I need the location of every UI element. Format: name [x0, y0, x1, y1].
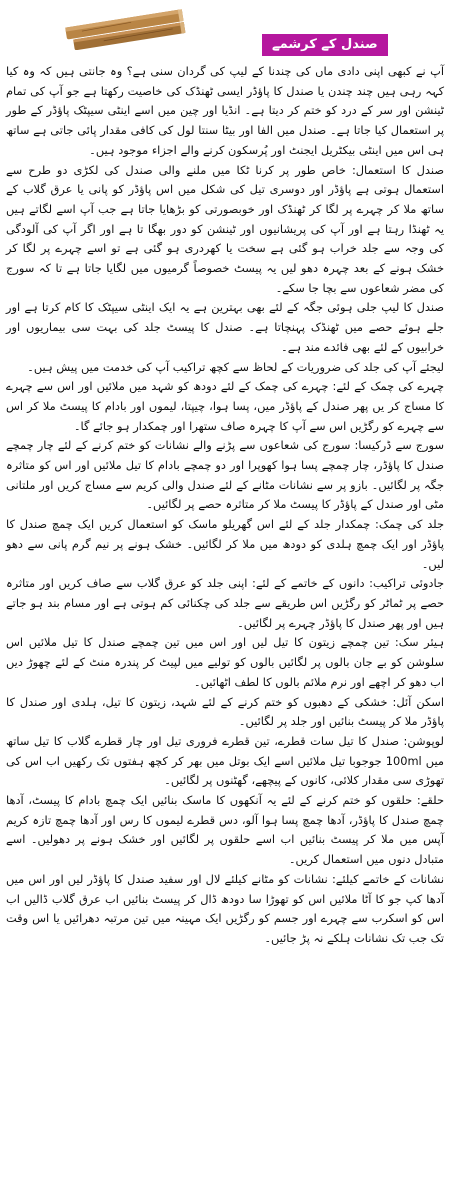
paragraph-skin-oil: اسکن آئل: خشکی کے دھبوں کو ختم کرنے کے لئے شہد، زیتون کا تیل، ہلدی اور صندل کا پاؤڈر ملا کر پیسٹ بنائیں اور جلد پر لگائیں۔ — [6, 694, 444, 729]
paragraph-face-glow: چہرے کی چمک کے لئے: چہرے کی چمک کے لئے دودھ کو شہد میں ملائیں اور اس سے چہرے کا مساج کر یں پھر صندل کے پاؤڈر میں، پسا ہوا، چیپتا، لیموں اور بادام کا پیسٹ ملا کر اس سے چہرے کو رگڑیں اس سے آپ کا چہرہ صاف ستھرا اور چمکدار ہو جائے گا۔ — [6, 379, 444, 433]
paragraph-recipes-intro: لیجئے آپ کی جلد کی ضروریات کے لحاظ سے کچھ تراکیب آپ کی خدمت میں پیش ہیں۔ — [27, 359, 444, 374]
paragraph-magic-tips: جادوئی تراکیب: دانوں کے خاتمے کے لئے: اپنی جلد کو عرق گلاب سے صاف کریں اور متاثرہ حصے پر ٹماٹر کو رگڑیں اس طریقے سے جلد کی چکنائی کم ہوتی ہے اور مسام بند ہو جاتے ہیں اور پھر صندل کا پاؤڈر چہرے پر لگائیں۔ — [6, 576, 444, 630]
paragraph-intro: آپ نے کبھی اپنی دادی ماں کی چندنا کے لیپ کی گردان سنی ہے؟ وہ جانتی ہیں کہ وہ کیا کہہ رہی ہیں چند چندن یا صندل کا پاؤڈر ایسی ٹھنڈک کی خاصیت رکھتا ہے جو آپ کی تمام ٹینشن اور سر کے درد کو ختم کر دیتا ہے۔ انڈیا اور چین میں اسے اینٹی سیپٹک پاؤڈر کے طور پر استعمال کیا جاتا ہے۔ صندل میں الفا اور بیٹا سنتا لول کی کافی مقدار پائی جاتی ہے ساتھ ہی اس میں اینٹی بیکٹریل ایجنٹ اور پُرسکون کرنے والے اجزاء موجود ہیں۔ — [6, 64, 444, 157]
article-body — [6, 62, 444, 949]
paragraph-hair-mask: ہیئر سک: تین چمچے زیتون کا تیل لیں اور اس میں تین چمچے صندل کا تیل ملائیں اس سلوشن کو بے جان بالوں پر لگائیں بالوں کو تولیے میں لپیٹ کر پندرہ منٹ کے لئے چھوڑ دیں اب دھو کر اچھے اور نرم ملائم بالوں کا لطف اٹھائیں۔ — [6, 635, 444, 689]
sandalwood-image — [62, 6, 192, 50]
paragraph-skin-glow: جلد کی چمک: چمکدار جلد کے لئے اس گھریلو ماسک کو استعمال کریں ایک چمچ صندل کا پاؤڈر اور ایک چمچ ہلدی کو دودھ میں ملا کر لگائیں۔ خشک ہونے پر نیم گرم پانی سے دھو لیں۔ — [6, 517, 444, 571]
paragraph-marks-removal: نشانات کے خاتمے کیلئے: نشانات کو مٹانے کیلئے لال اور سفید صندل کا پاؤڈر لیں اور اس میں آدھا کپ جو کا آٹا ملائیں اس کو تھوڑا سا دودھ ڈال کر پیسٹ بنائیں اب عرق گلاب ڈالیں اب اس کو اسکرب سے چہرے اور جسم کو رگڑیں ایک مہینہ میں تین مرتبہ دھرائیں یا اس وقت تک جب تک نشانات ہلکے نہ پڑ جائیں۔ — [6, 871, 444, 945]
article-title: صندل کے کرشمے — [262, 34, 388, 56]
article-header — [0, 0, 450, 60]
paragraph-burns: صندل کا لیپ جلی ہوئی جگہ کے لئے بھی بہترین ہے یہ ایک اینٹی سیپٹک کا کام کرتا ہے اور جلے ہوئے حصے میں ٹھنڈک پہنچاتا ہے۔ صندل کا پیسٹ جلد کی بہت سی بیماریوں اور خرابیوں کے لئے بھی فائدے مند ہے۔ — [6, 300, 444, 354]
paragraph-sun-marks: سورج سے ڈرکیسا: سورج کی شعاعوں سے پڑنے والے نشانات کو ختم کرنے کے لئے چار چمچے صندل کا پاؤڈر، چار چمچے پسا ہوا کھوپرا اور دو چمچے بادام کا تیل ملائیں اور اس کو متاثرہ جگہ پر لگائیں۔ بازو پر سے نشانات مٹانے کے لئے صندل والی کریم سے مساج کریں اور ملتانی مٹی اور صندل کے پاؤڈر کا پیسٹ ملا کر متاثرہ حصے پر لگائیں۔ — [6, 438, 444, 512]
paragraph-lotion: لوپوشن: صندل کا تیل سات قطرے، تین قطرے فروری تیل اور چار قطرے گلاب کا تیل ساتھ میں 100ml جوجوبا تیل ملائیں اسے ایک بوتل میں بھر کر کچھ ہفتوں تک رکھیں اب اس کی تھوڑی سی مقدار کلائی، کانوں کے پیچھے، گھٹنوں پر لگائیں۔ — [6, 733, 444, 788]
paragraph-dark-circles: حلقے: حلقوں کو ختم کرنے کے لئے یہ آنکھوں کا ماسک بنائیں ایک چمچ بادام کا پیسٹ، آدھا چمچ صندل کا پاؤڈر، آدھا چمچ پسا ہوا آلو، دس قطرے لیموں کا رس اور آدھا چمچ تازہ کریم آپس میں ملا کر پیسٹ بنائیں اب اسے حلقوں پر لگائیں اور خشک ہونے پر دھولیں۔ اسے متبادل دنوں میں استعمال کریں۔ — [6, 793, 444, 867]
paragraph-usage: صندل کا استعمال: خاص طور پر کرنا ٹکا میں ملنے والی صندل کی لکڑی دو طرح سے استعمال ہوتی ہے پاؤڈر اور دوسری تیل کی شکل میں اس پاؤڈر کو پانی یا عرق گلاب کے ساتھ ملا کر چہرے پر لگا کر ٹھنڈک اور خوبصورتی کو بڑھایا جاتا ہے جب آپ اسے لگاتے ہیں یہ ٹھنڈا رہتا ہے اور آپ کی پریشانیوں اور ٹینشن کو دور بھگا تا ہے اور اگر آپ کی آلودگی کی وجہ سے جلد خراب ہو گئی ہے سخت یا کھردری ہو گئی ہے تو اسے چہرے پر لگا کر خشک ہونے کے بعد چہرہ دھو لیں یہ پیسٹ خصوصاً گرمیوں میں لگایا جاتا ہے تا کہ سورج کی مضر شعاعوں سے بچا جا سکے۔ — [6, 162, 444, 295]
